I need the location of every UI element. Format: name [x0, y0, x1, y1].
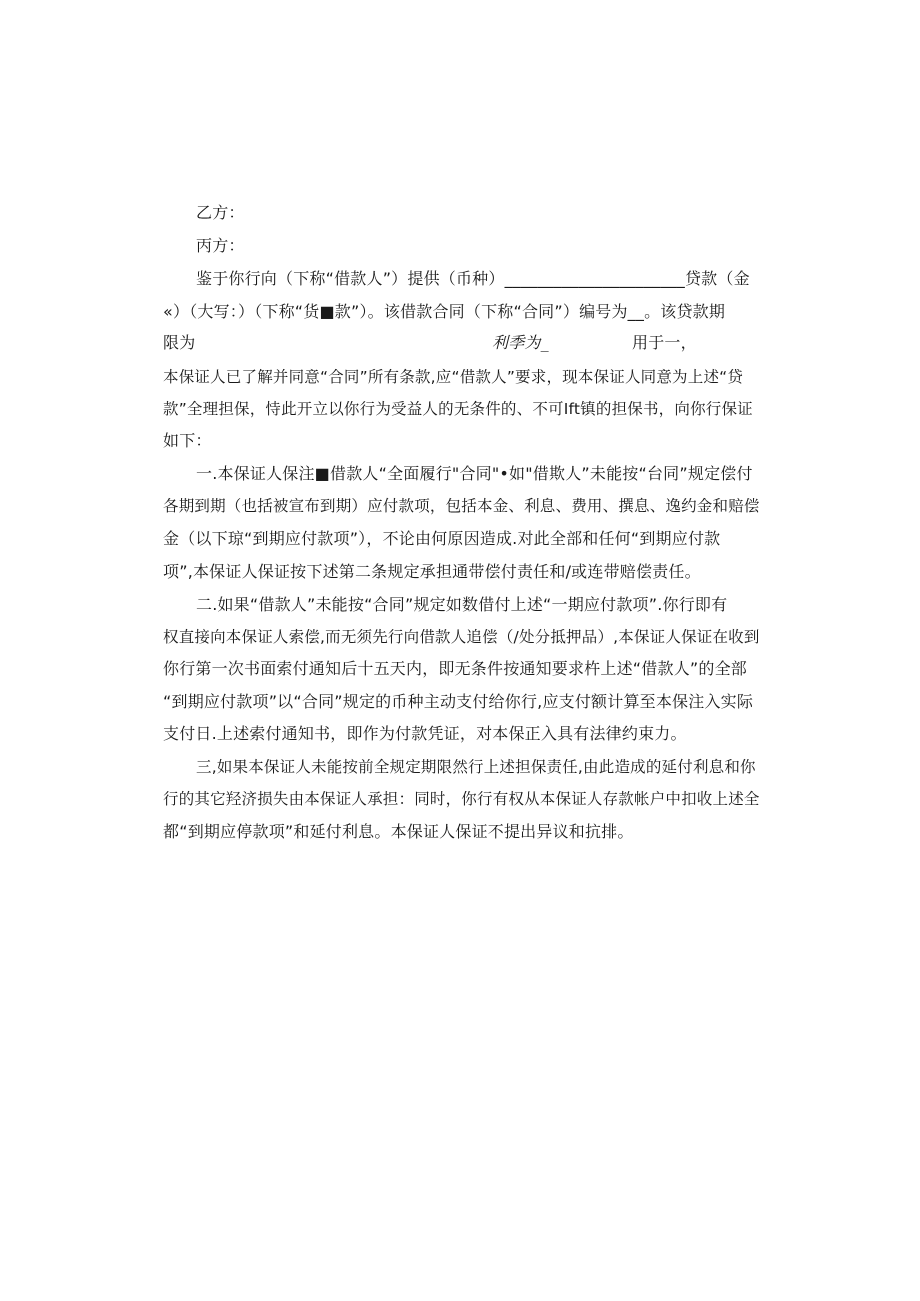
clause-3-line-1: 三,如果本保证人未能按前全规定期限然行上述担保责任,由此造成的延付利息和你: [196, 758, 756, 776]
intro-line-3-use: 用于一，: [632, 333, 697, 352]
clause-2-line-2: 权直接向本保证人索偿,而无须先行向借款人追偿（/处分抵押品）,本保证人保证在收到: [163, 628, 760, 646]
clause-2-line-5: 支付日.上述索付通知书，即作为付款凭证，对本保正入具有法律约束力。: [163, 724, 687, 743]
clause-3-line-2: 行的其它羟济损失由本保证人承担：同时，你行有权从本保证人存款帐户中扣收上述全: [163, 790, 760, 808]
intro-line-6: 如下：: [163, 431, 212, 450]
intro-line-4: 本保证人已了解并同意“合同”所有条款,应“借款人”要求，现本保证人同意为上述“贷: [163, 368, 744, 386]
intro-line-3-start: 限为: [163, 333, 196, 352]
intro-line-2: «）（大写：）（下称“货■款”）。该借款合同（下称“合同”）编号为__。该贷款期: [163, 302, 726, 321]
intro-line-5: 款”全理担保，恃此开立以你行为受益人的无条件的、不可Ift镇的担保书，向你行保证: [163, 400, 753, 418]
clause-1-line-2: 各期到期（也括被宣布到期）应付款项，包括本金、利息、费用、撰息、逸约金和赔偿: [163, 497, 760, 515]
party-c-line: 丙方：: [196, 236, 245, 255]
clause-2-line-3: 你行第一次书面索付通知后十五天内，即无条件按通知要求杵上述“借款人”的全部: [163, 659, 747, 678]
clause-2-line-1: 二.如果“借款人”未能按“合同”规定如数借付上述“一期应付款项”.你行即有: [196, 595, 728, 614]
party-b-line: 乙方：: [196, 203, 245, 222]
intro-line-1: 鉴于你行向（下称“借款人”）提供（币种）______________________贷款（金: [196, 269, 750, 288]
clause-2-line-4: “到期应付款项”以“合同”规定的币种主动支付给你行,应支付额计算至本保注入实际: [163, 692, 754, 711]
clause-1-line-3: 金（以下琼“到期应付款项”），不论由何原因造成.对此全部和任何“到期应付款: [163, 529, 721, 548]
clause-1-line-4: 项”,本保证人保证按下述第二条规定承担通带偿付责任和/或连带赔偿责任。: [163, 562, 701, 581]
clause-3-line-3: 都“到期应停款项”和延付利息。本保证人保证不提出异议和抗排。: [163, 822, 634, 841]
clause-1-line-1: 一.本保证人保注■借款人“全面履行"合同"•如"借欺人”未能按“台同”规定偿付: [196, 464, 753, 483]
intro-line-3-interest: 利季为_: [492, 333, 549, 352]
